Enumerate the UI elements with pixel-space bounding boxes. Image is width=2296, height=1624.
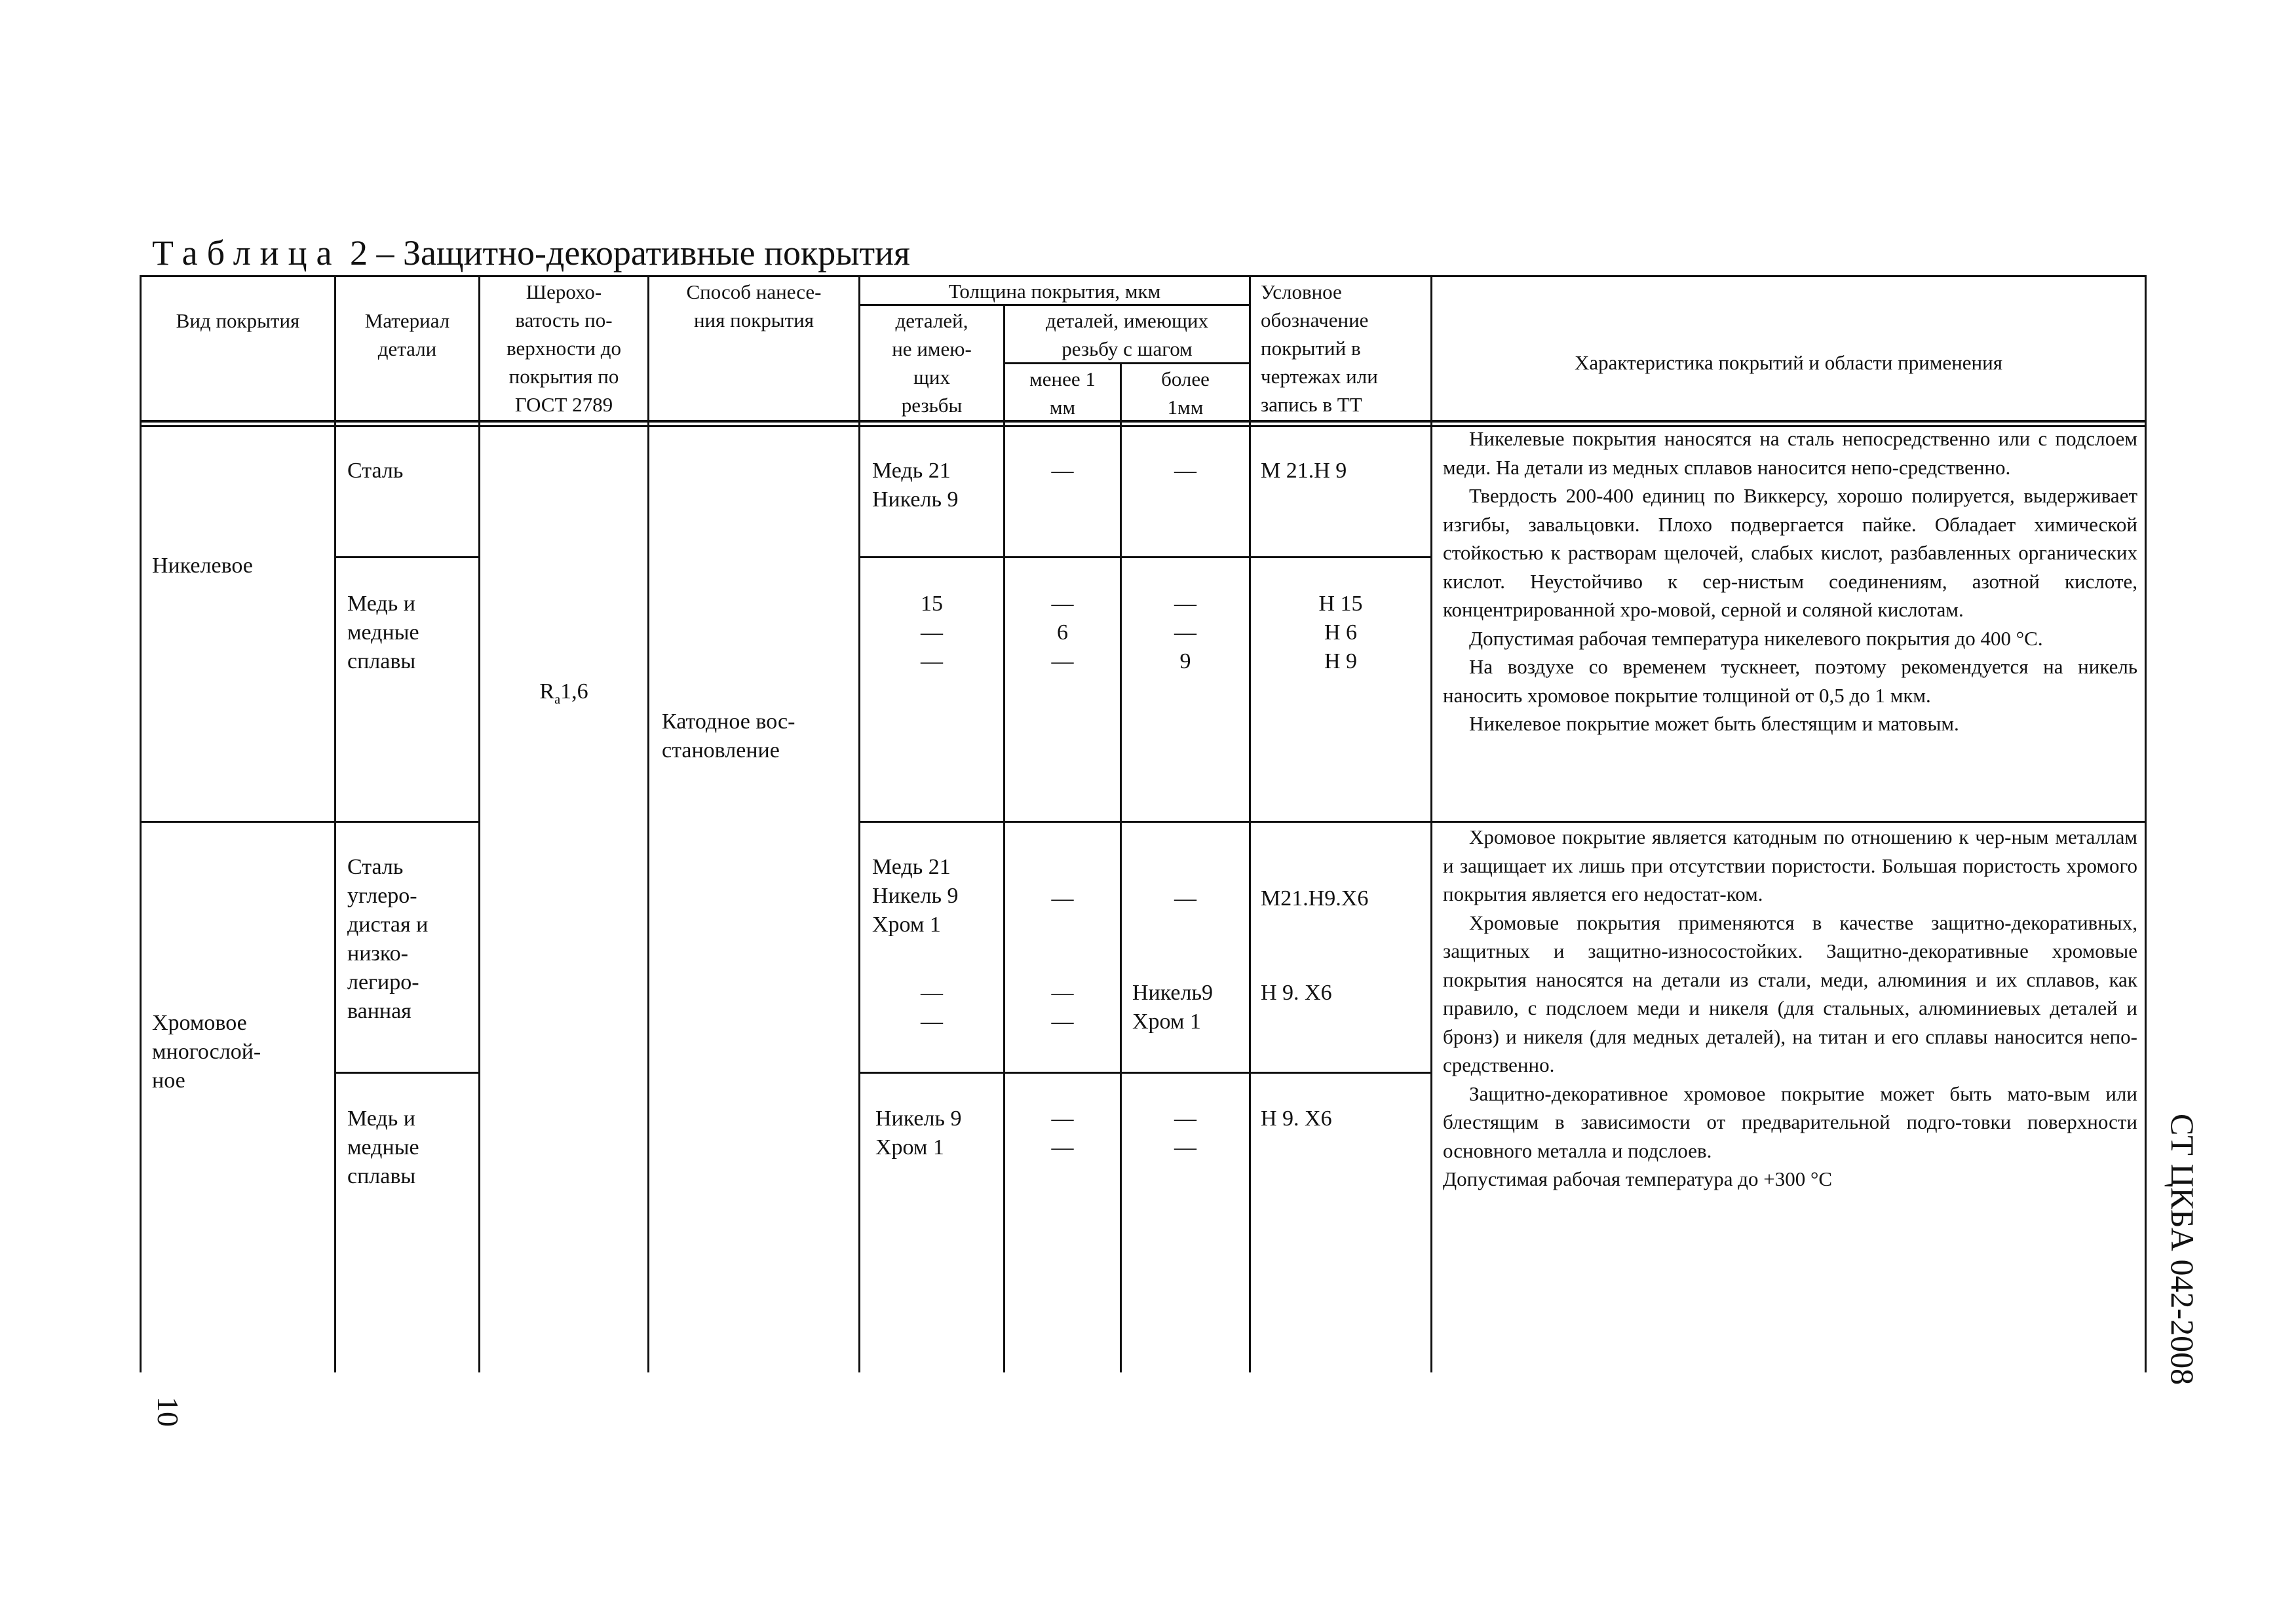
chrome-characteristic bbox=[1443, 823, 2137, 1194]
grid-line bbox=[140, 275, 142, 1372]
nickel-char-paragraph: Твердость 200-400 единиц по Виккерсу, хорошо полируется, выдерживает изгибы, завальцовки. Плохо подвергается пайке. Обладает химической стойкостью к растворам щелочей, слабых кислот, разбавленных органических кислот. Неустойчиво к сер-нистым соединениям, азотной кислоте, концентрированной хро-мовой, серной и соляной кислотам. bbox=[1443, 484, 2137, 621]
header-designation: Условное обозначение покрытий в чертежах или запись в ТТ bbox=[1261, 280, 1378, 416]
chrome-steel-more-1mm-b: Никель9 Хром 1 bbox=[1132, 981, 1213, 1034]
grid-line bbox=[1249, 275, 1251, 1372]
nickel-char-paragraph: На воздухе со временем тускнеет, поэтому рекомендуется на никель наносить хромовое покрытие толщиной от 0,5 до 1 мкм. bbox=[1443, 655, 2137, 707]
header-coating-type: Вид покрытия bbox=[176, 309, 300, 332]
header-roughness: Шерохо- ватость по- верхности до покрытия по ГОСТ 2789 bbox=[507, 280, 621, 416]
page-number: 10 bbox=[151, 1397, 185, 1427]
chrome-steel-no-thread-b: — — bbox=[921, 981, 943, 1034]
header-no-thread: деталей, не имею- щих резьбы bbox=[892, 309, 972, 417]
grid-line bbox=[858, 556, 1430, 558]
chrome-steel-less-1mm-b: — — bbox=[1051, 981, 1074, 1034]
chrome-copper-designation: Н 9. Х6 bbox=[1261, 1106, 1332, 1131]
chrome-steel-no-thread-a: Медь 21 Никель 9 Хром 1 bbox=[872, 855, 959, 937]
grid-line bbox=[858, 275, 860, 1372]
chrome-steel-designation-b: Н 9. Х6 bbox=[1261, 981, 1332, 1005]
grid-line bbox=[647, 275, 649, 1372]
grid-line bbox=[1120, 362, 1122, 1372]
grid-line bbox=[1430, 275, 1432, 1372]
method-value: Катодное вос- становление bbox=[662, 709, 795, 763]
header-method: Способ нанесе- ния покрытия bbox=[686, 280, 822, 331]
nickel-char-paragraph: Никелевые покрытия наносятся на сталь непосредственно или с подслоем меди. На детали из медных сплавов наносится непо-средственно. bbox=[1443, 427, 2137, 479]
chrome-char-paragraph: Хромовое покрытие является катодным по отношению к чер-ным металлам и защищает их лишь при отсутствии пористости. Большая пористость хромого покрытия является его недостат-ком. bbox=[1443, 825, 2137, 905]
header-characteristic: Характеристика покрытий и области применения bbox=[1575, 351, 2002, 374]
chrome-coating-type: Хромовое многослой- ное bbox=[152, 1011, 261, 1093]
chrome-char-paragraph: Защитно-декоративное хромовое покрытие может быть мато-вым или блестящим в зависимости от предварительной подго-товки поверхности основного металла и подслоев. bbox=[1443, 1082, 2137, 1162]
nickel-copper-material: Медь и медные сплавы bbox=[347, 592, 419, 673]
grid-line bbox=[334, 556, 478, 558]
nickel-copper-designation: Н 15 Н 6 Н 9 bbox=[1318, 592, 1363, 673]
grid-line bbox=[478, 275, 480, 1372]
chrome-copper-more-1mm: — — bbox=[1174, 1106, 1196, 1160]
nickel-copper-more-1mm: — — 9 bbox=[1174, 592, 1196, 673]
nickel-coating-type: Никелевое bbox=[152, 554, 253, 578]
nickel-char-paragraph: Никелевое покрытие может быть блестящим и матовым. bbox=[1469, 712, 1959, 735]
chrome-steel-designation-a: М21.Н9.Х6 bbox=[1261, 886, 1369, 911]
header-thickness: Толщина покрытия, мкм bbox=[948, 280, 1161, 303]
chrome-copper-less-1mm: — — bbox=[1051, 1106, 1074, 1160]
chrome-copper-material: Медь и медные сплавы bbox=[347, 1106, 419, 1188]
nickel-char-paragraph: Допустимая рабочая температура никелевого покрытия до 400 °С. bbox=[1469, 626, 2043, 650]
header-less-1mm: менее 1 мм bbox=[1029, 368, 1096, 419]
nickel-steel-no-thread: Медь 21 Никель 9 bbox=[872, 459, 959, 512]
grid-line bbox=[2145, 275, 2147, 1372]
header-material: Материал детали bbox=[364, 309, 450, 360]
table-caption-label: Таблица bbox=[152, 233, 341, 273]
grid-line bbox=[334, 1072, 478, 1074]
header-more-1mm: более 1мм bbox=[1161, 368, 1210, 419]
table-caption-title: 2 – Защитно-декоративные покрытия bbox=[341, 233, 910, 273]
grid-line bbox=[858, 1072, 1430, 1074]
nickel-steel-more-1mm: — bbox=[1174, 459, 1196, 483]
nickel-steel-material: Сталь bbox=[347, 459, 404, 483]
header-thread-parts: деталей, имеющих резьбу с шагом bbox=[1046, 309, 1208, 360]
chrome-steel-more-1mm-a: — bbox=[1174, 886, 1196, 911]
nickel-steel-less-1mm: — bbox=[1051, 459, 1074, 483]
grid-line bbox=[334, 275, 336, 1372]
nickel-steel-designation: М 21.Н 9 bbox=[1261, 459, 1347, 483]
nickel-characteristic bbox=[1443, 425, 2137, 738]
nickel-copper-no-thread: 15 — — bbox=[921, 592, 943, 673]
nickel-copper-less-1mm: — 6 — bbox=[1051, 592, 1074, 673]
roughness-value: $R_a1,6$ bbox=[539, 679, 588, 707]
chrome-copper-no-thread: Никель 9 Хром 1 bbox=[875, 1106, 962, 1160]
table-caption bbox=[152, 233, 910, 273]
chrome-steel-less-1mm-a: — bbox=[1051, 886, 1074, 911]
grid-line bbox=[140, 821, 478, 823]
chrome-char-paragraph: Допустимая рабочая температура до +300 °С bbox=[1443, 1167, 1833, 1190]
document-code: СТ ЦКБА 042-2008 bbox=[2164, 1114, 2201, 1386]
chrome-steel-material: Сталь углеро- дистая и низко- легиро- ванная bbox=[347, 855, 429, 1023]
chrome-char-paragraph: Хромовые покрытия применяются в качестве защитно-декоративных, защитных и защитно-износостойких. Защитно-декоративные хромовые покрытия наносятся на детали из стали, меди, алюминия и их сплавов, как правило, с подслоем меди и никеля (для стальных, алюминиевых деталей и бронз) и никеля (для медных деталей), на титан и его сплавы наносится непо-средственно. bbox=[1443, 911, 2137, 1076]
